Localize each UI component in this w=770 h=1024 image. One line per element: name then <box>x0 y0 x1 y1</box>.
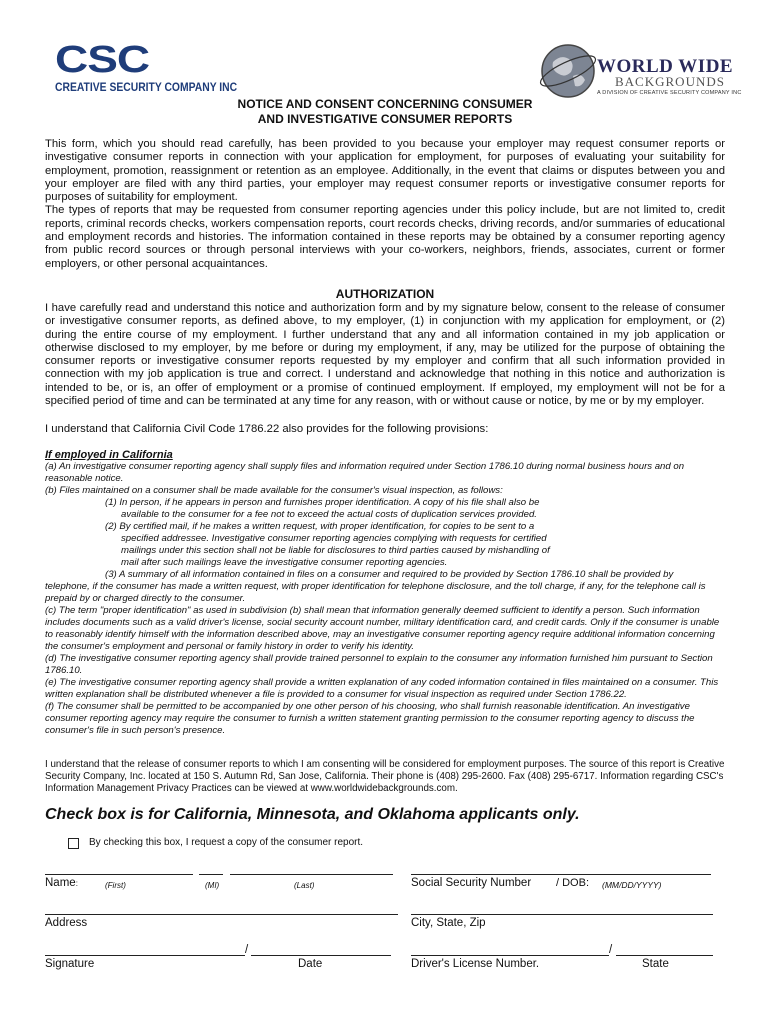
provision-b2-line-4: mail after such mailings leave the investigative consumer reporting agencies. <box>121 557 448 568</box>
last-name-hint: (Last) <box>294 881 315 890</box>
provision-e: (e) The investigative consumer reporting agency shall provide a written explanation of any coded information contained in files maintained on a consumer. This written explanation shall be distributed whenever a file is provided to a consumer for visual inspection as required under Section 1786.22. <box>45 677 719 700</box>
globe-icon <box>539 42 597 100</box>
ww-logo-subtitle: BACKGROUNDS <box>615 74 725 89</box>
document-title-line-2: AND INVESTIGATIVE CONSUMER REPORTS <box>257 112 513 126</box>
copy-request-checkbox-label: By checking this box, I request a copy of the consumer report. <box>89 837 364 848</box>
license-state-separator: / <box>609 944 613 956</box>
state-label: State <box>642 958 669 970</box>
address-label: Address <box>45 917 88 929</box>
ww-logo-title: WORLD WIDE <box>597 56 734 77</box>
authorization-heading: AUTHORIZATION <box>335 287 435 301</box>
provision-c: (c) The term "proper identification" as used in subdivision (b) shall mean that information generally deemed sufficient to identify a person. Such information includes documents such as a valid driver's license, social security account number, military identification card, and credit cards. Only if the consumer is unable to reasonably identify himself with the information described above, may an investigative consumer reporting agency require additional information concerning the consumer's employment and personal or family history in order to verify his identity. <box>45 605 720 652</box>
csc-logo <box>55 37 238 98</box>
dob-format-hint: (MM/DD/YYYY) <box>602 880 662 890</box>
signature-line[interactable] <box>45 955 245 956</box>
provision-b2-line-3: mailings under this section shall not be liable for disclosures to third parties caused by mishandling of <box>121 545 550 556</box>
provision-b2-line-1: (2) By certified mail, if he makes a written request, with proper identification, for copies to be sent to a <box>105 521 535 532</box>
intro-section <box>45 138 725 271</box>
signature-date-separator: / <box>245 944 249 956</box>
ww-logo-division: A DIVISION OF CREATIVE SECURITY COMPANY INC <box>597 90 742 96</box>
intro-paragraph-1: This form, which you should read carefully, has been provided to you because your employer may request consumer reports or investigative consumer reports in connection with your application for employment, for purposes of evaluating your suitability for employment, promotion, reassignment or retention as an employee. Additionally, in the event that claims or disputes between you and your employer are filed with any third parties, your employer may request consumer reports or investigative consumer reports for purposes of suitability for employment. <box>45 138 725 204</box>
authorization-text: I have carefully read and understand this notice and authorization form and by my signature below, consent to the release of consumer or investigative consumer reports, as defined above, to my employer, (1) in conjunction with my application for employment, or (2) during the entire course of my employment. I further understand that any and all information contained in my job application or otherwise disclosed to my employer, by me before or during my employment, if any, may be utilized for the purpose of obtaining the consumer reports or investigative consumer reports requested by my employer and confirm that all such information provided in connection with my job application is true and correct. I understand and acknowledge that nothing in this notice and authorization is intended to be, or is, an offer of employment or a promise of continued employment. If employed, my employment will not be for a specified period of time and can be terminated at any time for any reason, with or without cause or notice, by me or by my employer. <box>45 302 725 408</box>
ssn-label: Social Security Number <box>411 877 532 889</box>
provision-b3-line-1: (3) A summary of all information contained in files on a consumer and required to be provided by Section 1786.10 shall be provided by <box>105 569 674 580</box>
provision-b3-rest: telephone, if the consumer has made a written request, with proper identification for telephone disclosure, and the toll charge, if any, for the telephone call is prepaid by or charged directly to the consumer. <box>45 581 706 604</box>
provision-b1-line-1: (1) In person, if he appears in person and furnishes proper identification. A copy of his file shall also be <box>105 497 540 508</box>
middle-initial-line[interactable] <box>199 874 223 875</box>
world-wide-backgrounds-logo <box>535 40 742 100</box>
name-label: Name: <box>45 877 78 889</box>
csc-logo-letters: CSC <box>55 37 150 81</box>
csc-company-name: CREATIVE SECURITY COMPANY INC <box>55 82 238 94</box>
provision-a: (a) An investigative consumer reporting agency shall supply files and information required under Section 1786.10 during normal business hours and on reasonable notice. <box>45 461 685 484</box>
city-state-zip-label: City, State, Zip <box>411 917 486 929</box>
provision-d: (d) The investigative consumer reporting agency shall provide trained personnel to explain to the consumer any information furnished him pursuant to Section 1786.10. <box>45 653 713 676</box>
address-line[interactable] <box>45 914 398 915</box>
civil-code-text: I understand that California Civil Code 1786.22 also provides for the following provisions: <box>45 423 489 435</box>
state-line[interactable] <box>616 955 713 956</box>
california-provisions <box>45 461 725 737</box>
middle-initial-hint: (MI) <box>205 881 220 890</box>
california-heading: If employed in California <box>45 449 173 461</box>
ssn-dob-line[interactable] <box>411 874 711 875</box>
consent-note: I understand that the release of consumer reports to which I am consenting will be considered for employment purposes. The source of this report is Creative Security Company, Inc. located at 150 S. Autumn Rd, San Jose, California. Their phone is (408) 295-2600. Fax (408) 295-6717. Information regarding CSC's Information Management Privacy Practices can be viewed at www.worldwidebackgrounds.com. <box>45 759 725 794</box>
drivers-license-label: Driver's License Number. <box>411 958 540 970</box>
document-title <box>180 97 590 127</box>
first-name-hint: (First) <box>105 881 126 890</box>
provision-b2-line-2: specified addressee. Investigative consumer reporting agencies complying with requests for certified <box>121 533 547 544</box>
copy-request-checkbox[interactable] <box>68 838 79 849</box>
date-line[interactable] <box>251 955 391 956</box>
provision-b: (b) Files maintained on a consumer shall be made available for the consumer's visual inspection, as follows: <box>45 485 503 496</box>
signature-label: Signature <box>45 958 95 970</box>
dob-label: / DOB: <box>556 877 590 889</box>
drivers-license-line[interactable] <box>411 955 609 956</box>
check-box-heading: Check box is for California, Minnesota, and Oklahoma applicants only. <box>45 806 580 823</box>
document-title-line-1: NOTICE AND CONSENT CONCERNING CONSUMER <box>237 97 533 111</box>
city-state-zip-line[interactable] <box>411 914 713 915</box>
intro-paragraph-2: The types of reports that may be requested from consumer reporting agencies under this policy include, but are not limited to, credit reports, criminal records checks, workers compensation reports, court records checks, driving records, and/or summaries of educational and employment records and histories. The information contained in these reports may be obtained by a consumer reporting agency from public record sources or through personal interviews with your co-workers, neighbors, friends, associates, current or former employers, or other personal acquaintances. <box>45 204 725 270</box>
first-name-line[interactable] <box>45 874 193 875</box>
provision-f: (f) The consumer shall be permitted to be accompanied by one other person of his choosing, who shall furnish reasonable identification. An investigative consumer reporting agency may require the consumer to furnish a written statement granting permission to the consumer reporting agency to discuss the consumer's file in such person's presence. <box>45 701 695 736</box>
last-name-line[interactable] <box>230 874 393 875</box>
provision-b1-line-2: available to the consumer for a fee not to exceed the actual costs of duplication services provided. <box>121 509 537 520</box>
date-label: Date <box>298 958 323 970</box>
